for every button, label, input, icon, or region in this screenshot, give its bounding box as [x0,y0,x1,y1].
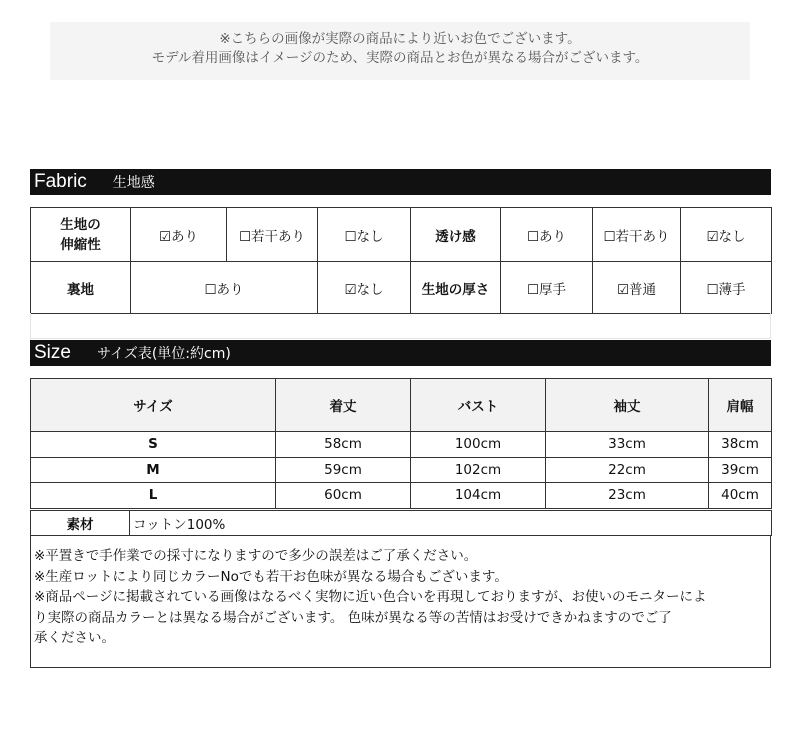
table-row [31,432,772,458]
thickness-option-thin: ☐薄手 [681,262,772,314]
fabric-row-stretch [31,208,772,262]
fabric-title: Fabric [34,171,87,192]
fabric-row-lining [31,262,772,314]
shoulder-col-header: 肩幅 [709,379,772,432]
bust-cell: 104cm [411,483,546,509]
note-line: 承ください。 [34,630,115,646]
length-cell: 59cm [276,457,411,483]
sleeve-cell: 33cm [546,432,709,458]
material-table [30,510,772,536]
table-row [31,483,772,509]
size-header-bar [30,340,771,366]
thickness-option-normal: ☑普通 [593,262,681,314]
shoulder-cell: 38cm [709,432,772,458]
bust-cell: 102cm [411,457,546,483]
size-col-header: サイズ [31,379,276,432]
sheer-option-no: ☑なし [681,208,772,262]
length-cell: 60cm [276,483,411,509]
stretch-option-no: ☐なし [318,208,411,262]
table-row [31,457,772,483]
size-subtitle: サイズ表(単位:約cm) [96,346,231,362]
material-row [31,511,772,536]
fabric-subtitle: 生地感 [112,175,155,191]
sleeve-col-header: 袖丈 [546,379,709,432]
shoulder-cell: 39cm [709,457,772,483]
size-header-row [31,379,772,432]
fabric-table [30,207,772,314]
length-cell: 58cm [276,432,411,458]
fabric-header-bar [30,169,771,195]
length-col-header: 着丈 [276,379,411,432]
note-line: ※平置きで手作業での採寸になりますので多少の誤差はご了承ください。 [34,548,478,564]
sheer-label: 透け感 [411,208,501,262]
sheer-option-slight: ☐若干あり [593,208,681,262]
notice-line-1: ※こちらの画像が実際の商品により近いお色でございます。 [219,31,581,47]
note-line: り実際の商品カラーとは異なる場合がございます。 色味が異なる等の苦情はお受けできかねますのでご了 [34,609,672,626]
section-divider [30,313,771,339]
note-line: ※商品ページに掲載されている画像はなるべく実物に近い色合いを再現しておりますが、お使いのモニターによ [34,589,707,605]
sleeve-cell: 22cm [546,457,709,483]
lining-option-yes: ☐あり [131,262,318,314]
material-value: コットン100% [130,511,772,536]
notes-box [30,535,771,668]
lining-label: 裏地 [31,262,131,314]
note-line: ※生産ロットにより同じカラーNoでも若干お色味が異なる場合もございます。 [34,568,508,585]
size-cell: L [31,483,276,509]
stretch-option-slight: ☐若干あり [227,208,318,262]
size-cell: M [31,457,276,483]
material-label: 素材 [31,511,130,536]
bust-cell: 100cm [411,432,546,458]
shoulder-cell: 40cm [709,483,772,509]
notice-line-2: モデル着用画像はイメージのため、実際の商品とお色が異なる場合がございます。 [151,50,649,66]
sheer-option-yes: ☐あり [501,208,593,262]
thickness-label: 生地の厚さ [411,262,501,314]
stretch-label: 生地の 伸縮性 [31,208,131,262]
color-notice [50,22,750,80]
sleeve-cell: 23cm [546,483,709,509]
size-cell: S [31,432,276,458]
thickness-option-thick: ☐厚手 [501,262,593,314]
lining-option-no: ☑なし [318,262,411,314]
size-title: Size [34,342,71,363]
stretch-option-yes: ☑あり [131,208,227,262]
size-table [30,378,772,509]
bust-col-header: バスト [411,379,546,432]
